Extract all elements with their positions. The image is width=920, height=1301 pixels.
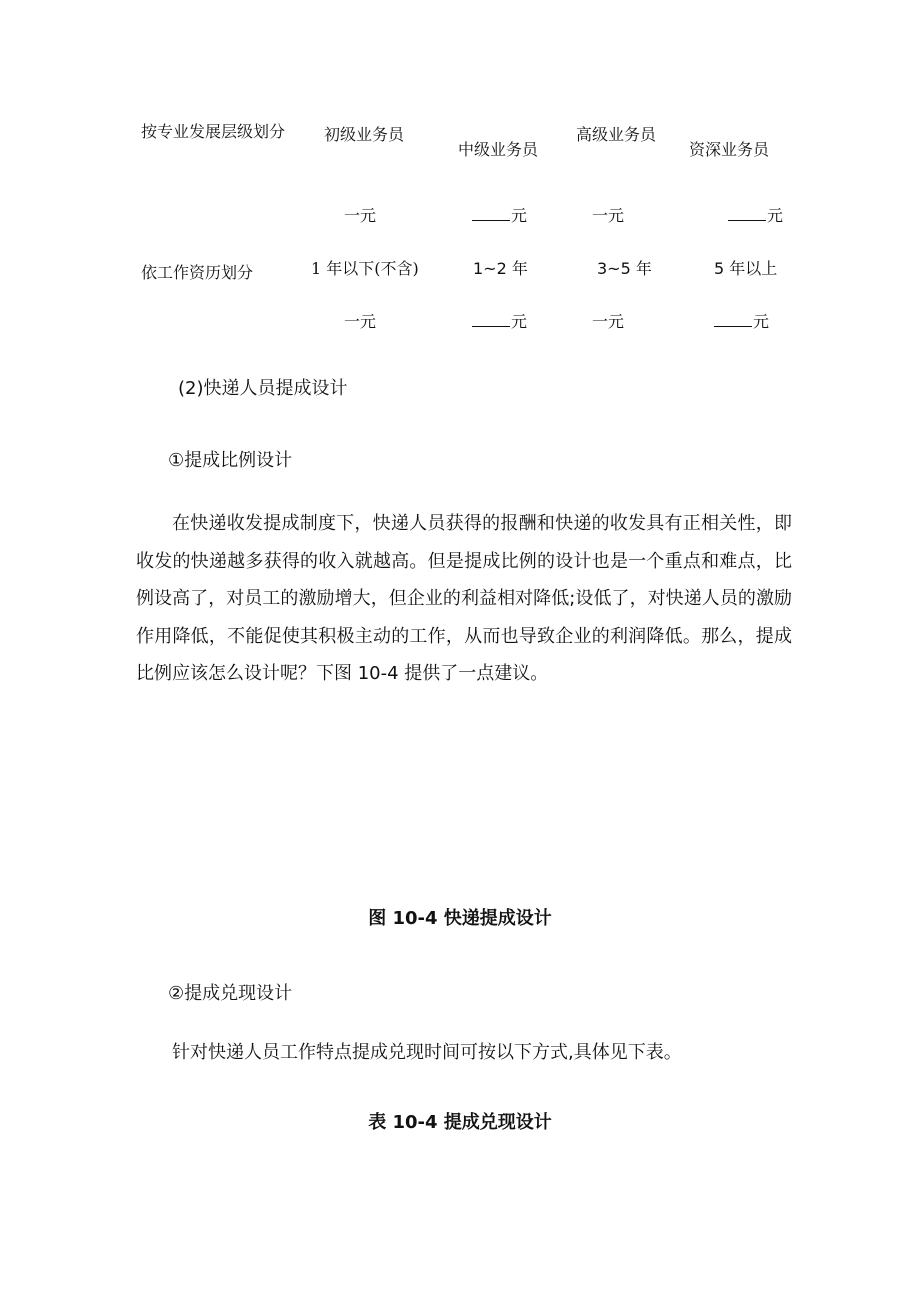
table-caption: 表 10-4 提成兑现设计 [368,1112,552,1133]
amount-junior: 一元 [344,206,377,225]
amount-over-5-years: 元 [714,309,769,332]
paragraph-commission-payout: 针对快递人员工作特点提成兑现时间可按以下方式,具体见下表。 [172,1042,682,1063]
amount-intermediate: 元 [472,203,527,226]
paragraph-commission-ratio: 在快递收发提成制度下，快递人员获得的报酬和快递的收发具有正相关性，即收发的快递越多获得的收入就越高。但是提成比例的设计也是一个重点和难点，比例设高了，对员工的激励增大，但企业的利益相对降低;设低了，对快递人员的激励作用降低，不能促使其积极主动的工作，从而也导致企业的利润降低。那么，提成比例应该怎么设计呢？下图 10-4 提供了一点建议。 [136,513,792,685]
subheading-commission-ratio: ①提成比例设计 [168,450,293,471]
section-heading-commission-design: (2)快递人员提成设计 [178,378,348,399]
range-under-1-year: 1 年以下(不含) [311,259,419,278]
level-expert: 资深业务员 [689,140,770,159]
range-1-2-years: 1~2 年 [473,259,528,278]
range-3-5-years: 3~5 年 [597,259,652,278]
level-intermediate: 中级业务员 [458,140,539,159]
range-over-5-years: 5 年以上 [714,259,778,278]
amount-under-1-year: 一元 [344,312,377,331]
row-label-professional-level: 按专业发展层级划分 [141,122,286,141]
row-label-work-experience: 依工作资历划分 [141,263,254,282]
level-junior: 初级业务员 [324,125,405,144]
amount-expert: 元 [728,203,783,226]
amount-1-2-years: 元 [472,309,527,332]
amount-3-5-years: 一元 [592,312,625,331]
figure-caption: 图 10-4 快递提成设计 [368,908,552,929]
subheading-commission-payout: ②提成兑现设计 [168,983,293,1004]
level-senior: 高级业务员 [576,125,657,144]
amount-senior: 一元 [592,206,625,225]
